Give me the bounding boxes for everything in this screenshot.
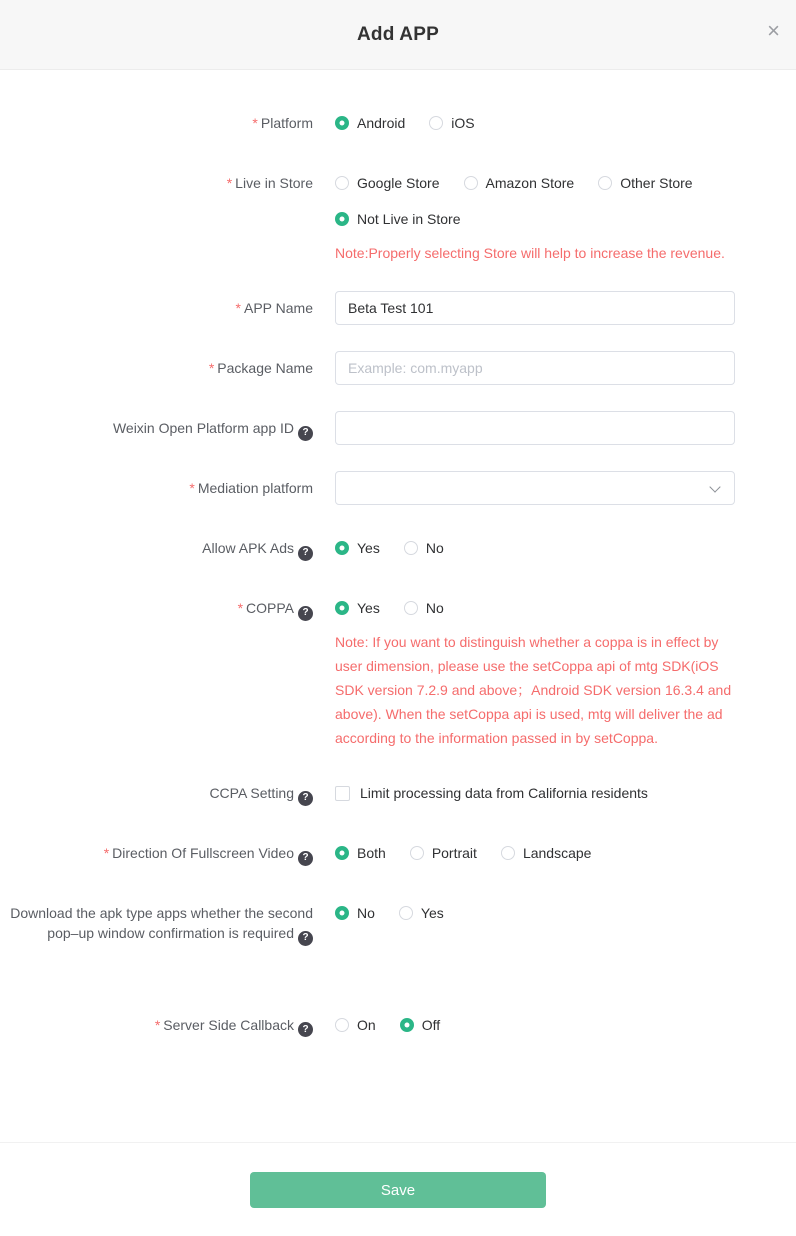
form-row-package-name [0,351,796,385]
required-asterisk: * [252,115,258,131]
radio-label: iOS [451,115,475,131]
required-asterisk: * [237,600,244,616]
radio-unchecked-icon [501,846,515,860]
field-label-coppa: * COPPA ? [0,591,335,621]
radio-allow-apk-ads-no[interactable] [404,540,444,556]
radio-coppa-yes[interactable] [335,600,380,616]
radio-label: No [425,540,444,556]
weixin-app-id-input[interactable] [335,411,735,445]
mediation-platform-select[interactable] [335,471,735,505]
chevron-down-icon [709,481,720,492]
radio-callback-off[interactable] [400,1017,440,1033]
save-button[interactable]: Save [250,1172,546,1208]
field-label-app-name: * APP Name [235,300,313,316]
radio-unchecked-icon [404,541,418,555]
radio-unchecked-icon [598,176,612,190]
field-label-mediation-platform: * Mediation platform [189,480,313,496]
radio-label: On [357,1016,376,1033]
required-asterisk: * [154,1016,161,1033]
field-label-fullscreen-direction: * Direction Of Fullscreen Video ? [0,836,335,866]
radio-google-store[interactable] [335,175,440,191]
coppa-note: Note: If you want to distinguish whether a coppa is in effect by user dimension, please use the setCoppa api of mtg SDK(iOS SDK version 7.2.9 and above；Android SDK version 16.3.4 and above). When the setCoppa api is used, mtg will deliver the ad according to the information passed in by setCoppa. [335,634,732,746]
radio-not-live-in-store[interactable] [335,211,461,227]
help-icon[interactable]: ? [298,546,313,561]
modal-header [0,0,796,70]
modal-title: Add APP [357,23,439,45]
form-row-allow-apk-ads [0,531,796,565]
radio-checked-icon [335,601,349,615]
radio-platform-android[interactable] [335,115,405,131]
radio-unchecked-icon [429,116,443,130]
checkbox-label: Limit processing data from California residents [360,785,648,801]
radio-apk-popup-yes[interactable] [399,905,444,921]
live-in-store-note: Note:Properly selecting Store will help to increase the revenue. [335,245,725,261]
help-icon[interactable]: ? [298,851,313,866]
radio-direction-portrait[interactable] [410,845,477,861]
help-icon[interactable]: ? [298,791,313,806]
radio-other-store[interactable] [598,175,692,191]
radio-label: Yes [357,540,380,556]
radio-label: Portrait [431,845,477,861]
form-row-server-side-callback [0,1008,796,1042]
help-icon[interactable]: ? [298,1022,313,1037]
radio-label: Off [421,1016,441,1033]
help-icon[interactable]: ? [298,931,313,946]
radio-label: Both [357,845,386,861]
form-row-coppa [0,591,796,750]
radio-unchecked-icon [410,846,424,860]
radio-unchecked-icon [404,601,418,615]
required-asterisk: * [208,360,215,376]
package-name-input[interactable] [335,351,735,385]
radio-amazon-store[interactable] [464,175,575,191]
radio-label: Google Store [357,175,440,191]
ccpa-checkbox[interactable] [335,785,648,801]
radio-checked-icon [335,116,349,130]
form-row-app-name [0,291,796,325]
field-label-allow-apk-ads: Allow APK Ads ? [0,531,335,561]
field-label-ccpa: CCPA Setting ? [0,776,335,806]
field-label-package-name: * Package Name [208,360,313,376]
radio-unchecked-icon [335,176,349,190]
radio-checked-icon [335,846,349,860]
radio-coppa-no[interactable] [404,600,444,616]
form-row-live-in-store [0,166,796,265]
field-label-apk-second-popup: Download the apk type apps whether the second pop–up window confirmation is required ? [0,896,335,946]
form-row-ccpa [0,776,796,810]
close-icon[interactable]: × [767,18,780,43]
radio-label: Android [357,115,406,131]
help-icon[interactable]: ? [298,606,313,621]
form-row-apk-second-popup [0,896,796,946]
radio-label: Landscape [522,845,592,861]
field-label-weixin-app-id: Weixin Open Platform app ID ? [0,411,335,441]
radio-label: No [425,600,444,616]
radio-unchecked-icon [464,176,478,190]
radio-checked-icon [335,906,349,920]
radio-label: No [357,905,375,921]
required-asterisk: * [103,845,110,861]
form-row-platform [0,106,796,140]
required-asterisk: * [189,480,195,496]
add-app-form [0,70,796,1068]
required-asterisk: * [235,300,241,316]
field-label-server-side-callback: * Server Side Callback ? [0,1008,335,1038]
radio-platform-ios[interactable] [429,115,474,131]
field-label-live-in-store: * Live in Store [226,175,313,191]
radio-direction-both[interactable] [335,845,386,861]
radio-direction-landscape[interactable] [501,845,592,861]
modal-footer [0,1142,796,1236]
radio-checked-icon [400,1018,414,1032]
form-row-fullscreen-direction [0,836,796,870]
radio-label: Not Live in Store [357,211,461,227]
radio-checked-icon [335,212,349,226]
radio-callback-on[interactable] [335,1017,376,1033]
radio-checked-icon [335,541,349,555]
help-icon[interactable]: ? [298,426,313,441]
radio-apk-popup-no[interactable] [335,905,375,921]
radio-label: Amazon Store [485,175,575,191]
radio-allow-apk-ads-yes[interactable] [335,540,380,556]
required-asterisk: * [226,175,233,191]
form-row-mediation-platform [0,471,796,505]
radio-label: Yes [357,600,380,616]
radio-unchecked-icon [335,1018,349,1032]
radio-label: Other Store [620,175,693,191]
form-row-weixin-app-id [0,411,796,445]
checkbox-unchecked-icon [335,786,350,801]
app-name-input[interactable] [335,291,735,325]
radio-label: Yes [420,905,444,921]
field-label-platform: * Platform [252,115,313,131]
radio-unchecked-icon [399,906,413,920]
